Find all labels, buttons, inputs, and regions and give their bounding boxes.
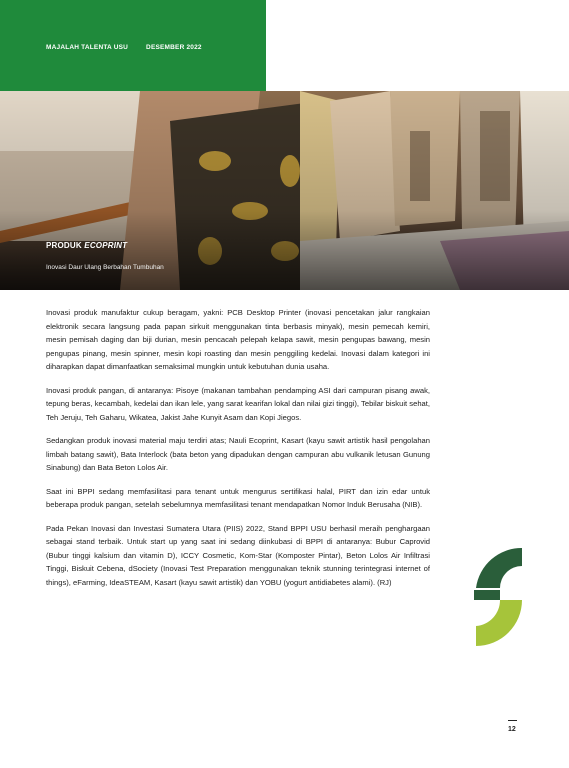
article-body (46, 306, 430, 599)
magazine-name: MAJALAH TALENTA USU (46, 44, 129, 51)
article-paragraph: Inovasi produk manufaktur cukup beragam, yakni: PCB Desktop Printer (inovasi pencetakan jalur rangkaian elektronik secara langsung pada papan sirkuit menggunakan tinta berbasis minyak), mesin pemecah kemiri, mesin pemisah daging dan biji durian, mesin pencacah pelepah kelapa sawit, mesin pengupas bawang, mesin pengupas pinang, mesin spinner, mesin kopi roasting dan mesin penggiling kedelai. Inovasi dalam kategori ini diharapkan dapat dimanfaatkan semaksimal mungkin untuk kebutuhan dunia usaha. (46, 308, 430, 371)
photo-caption-subtitle: Inovasi Daur Ulang Berbahan Tumbuhan (46, 264, 164, 271)
caption-title-prefix: PRODUK (46, 241, 85, 250)
article-paragraph: Pada Pekan Inovasi dan Investasi Sumatera Utara (PIIS) 2022, Stand BPPI USU berhasil meraih penghargaan sebagai stand terbaik. Untuk start up yang saat ini sedang diinkubasi di BPPI di antaranya: Bubur Caprovid (Bubur tinggi kalsium dan vitamin D), ICCY Cosmetic, Kom-Star (Komposter Pintar), Beton Lolos Air Infiltrasi Tinggi, Biskuit Cebena, dSociety (Inovasi Test Preparation menggunakan teknik stunning terintegrasi internet of things), eFarming, IdeaSTEAM, Kasart (kayu sawit artistik) dan YOBU (yogurt antidiabetes alami). (RJ) (46, 523, 430, 587)
decorative-dark-arc (476, 548, 522, 588)
decorative-s-shape (470, 548, 526, 648)
article-paragraph: Sedangkan produk inovasi material maju terdiri atas; Nauli Ecoprint, Kasart (kayu sawit artistik hasil pengolahan limbah batang sawit), Bata Interlock (bata beton yang dipadukan dengan campuran abu vulkanik letusan Gunung Sinabung) dan Bata Beton Lolos Air. (46, 436, 430, 472)
caption-title-italic: ECOPRINT (84, 241, 128, 250)
photo-caption-title (46, 241, 127, 250)
page-number: 12 (508, 726, 516, 733)
article-paragraph: Saat ini BPPI sedang memfasilitasi para tenant untuk mengurus sertifikasi halal, PIRT dan izin edar untuk beberapa produk pangan, setelah sebelumnya memfasilitasi tenant mendapatkan Nomor Induk Berusaha (NIB). (46, 486, 430, 509)
article-paragraph: Inovasi produk pangan, di antaranya: Pisoye (makanan tambahan pendamping ASI dari campuran pisang awak, tepung beras, kecambah, kedelai dan ikan lele, yang sarat kearifan lokal dan nilai gizi tinggi), Tebilar biskuit sehat, Teh Jeruju, Teh Gaharu, Wikatea, Jakist Jahe Kunyit Asam dan Kopi Jiegos. (46, 385, 430, 422)
issue-date: DESEMBER 2022 (146, 44, 202, 51)
ecoprint-photo-illustration (0, 91, 569, 290)
feature-photo (0, 91, 569, 290)
decorative-dark-block (474, 590, 500, 600)
masthead (46, 44, 202, 51)
page-number-rule (508, 720, 517, 721)
decorative-lime-arc (476, 600, 522, 646)
